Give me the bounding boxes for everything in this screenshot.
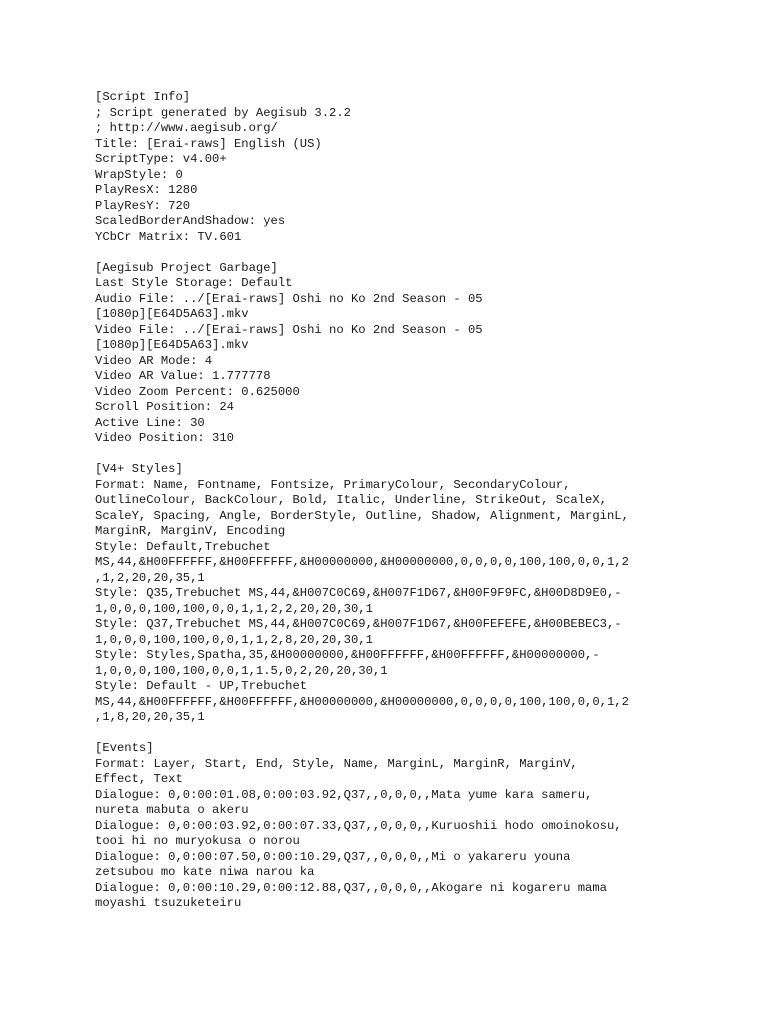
text-line: Style: Q35,Trebuchet MS,44,&H007C0C69,&H007F1D67,&H00F9F9FC,&H00D8D9E0,- (95, 586, 622, 600)
text-line: Audio File: ../[Erai-raws] Oshi no Ko 2nd Season - 05 (95, 291, 483, 306)
text-line: ; Script generated by Aegisub 3.2.2 (95, 105, 351, 120)
text-line: Format: Layer, Start, End, Style, Name, MarginL, MarginR, MarginV, (95, 756, 578, 771)
blank-line (95, 245, 755, 261)
text-line: ScriptType: v4.00+ (95, 152, 227, 166)
text-line: [Aegisub Project Garbage] (95, 260, 278, 275)
text-line: Scroll Position: 24 (95, 400, 234, 414)
text-line: [1080p][E64D5A63].mkv (95, 338, 249, 352)
text-line: tooi hi no muryokusa o norou (95, 834, 300, 848)
text-line: [Events] (95, 741, 154, 755)
text-line: ,1,8,20,20,35,1 (95, 710, 205, 724)
text-line: PlayResY: 720 (95, 198, 191, 213)
text-line: MarginR, MarginV, Encoding (95, 524, 286, 538)
text-line: YCbCr Matrix: TV.601 (95, 229, 242, 244)
text-line: Dialogue: 0,0:00:10.29,0:00:12.88,Q37,,0,0,0,,Akogare ni kogareru mama (95, 880, 607, 895)
text-line: [V4+ Styles] (95, 462, 183, 476)
text-line: ,1,2,20,20,35,1 (95, 570, 205, 585)
text-line: WrapStyle: 0 (95, 167, 183, 182)
text-line: Title: [Erai-raws] English (US) (95, 136, 322, 151)
blank-line (95, 726, 755, 742)
text-line: Video Zoom Percent: 0.625000 (95, 384, 300, 399)
section-script-info (95, 90, 755, 245)
text-line: Video File: ../[Erai-raws] Oshi no Ko 2nd Season - 05 (95, 322, 483, 337)
text-line: zetsubou mo kate niwa narou ka (95, 865, 315, 879)
text-line: Dialogue: 0,0:00:07.50,0:00:10.29,Q37,,0,0,0,,Mi o yakareru youna (95, 849, 571, 864)
text-line: PlayResX: 1280 (95, 183, 198, 197)
text-line: Dialogue: 0,0:00:03.92,0:00:07.33,Q37,,0,0,0,,Kuruoshii hodo omoinokosu, (95, 818, 622, 833)
text-line: moyashi tsuzuketeiru (95, 896, 242, 910)
section-events (95, 741, 755, 912)
text-line: OutlineColour, BackColour, Bold, Italic, Underline, StrikeOut, ScaleX, (95, 493, 607, 507)
section-v4-styles (95, 462, 755, 726)
text-line: ScaledBorderAndShadow: yes (95, 214, 286, 228)
text-line: Dialogue: 0,0:00:01.08,0:00:03.92,Q37,,0,0,0,,Mata yume kara sameru, (95, 787, 593, 802)
text-line: Style: Styles,Spatha,35,&H00000000,&H00FFFFFF,&H00FFFFFF,&H00000000,- (95, 648, 600, 662)
text-line: MS,44,&H00FFFFFF,&H00FFFFFF,&H00000000,&H00000000,0,0,0,0,100,100,0,0,1,2 (95, 555, 629, 569)
text-line: Video AR Mode: 4 (95, 353, 213, 368)
text-line: Video Position: 310 (95, 431, 234, 445)
text-line: MS,44,&H00FFFFFF,&H00FFFFFF,&H00000000,&H00000000,0,0,0,0,100,100,0,0,1,2 (95, 694, 629, 709)
text-line: Style: Default,Trebuchet (95, 539, 271, 554)
text-line: Format: Name, Fontname, Fontsize, PrimaryColour, SecondaryColour, (95, 477, 571, 492)
text-line: 1,0,0,0,100,100,0,0,1,1.5,0,2,20,20,30,1 (95, 663, 388, 678)
blank-line (95, 447, 755, 463)
text-line: ScaleY, Spacing, Angle, BorderStyle, Outline, Shadow, Alignment, MarginL, (95, 508, 629, 523)
text-line: Last Style Storage: Default (95, 276, 293, 290)
text-line: ; http://www.aegisub.org/ (95, 121, 278, 135)
text-line: 1,0,0,0,100,100,0,0,1,1,2,8,20,20,30,1 (95, 632, 373, 647)
text-line: Style: Q37,Trebuchet MS,44,&H007C0C69,&H007F1D67,&H00FEFEFE,&H00BEBEC3,- (95, 617, 622, 631)
text-line: 1,0,0,0,100,100,0,0,1,1,2,2,20,20,30,1 (95, 601, 373, 616)
text-line: Video AR Value: 1.777778 (95, 369, 271, 383)
text-line: [1080p][E64D5A63].mkv (95, 307, 249, 321)
text-line: Effect, Text (95, 772, 183, 786)
section-project-garbage (95, 261, 755, 447)
text-line: Active Line: 30 (95, 415, 205, 430)
subtitle-script-text (95, 90, 755, 912)
text-line: [Script Info] (95, 90, 191, 104)
text-line: Style: Default - UP,Trebuchet (95, 679, 308, 693)
text-line: nureta mabuta o akeru (95, 803, 249, 817)
